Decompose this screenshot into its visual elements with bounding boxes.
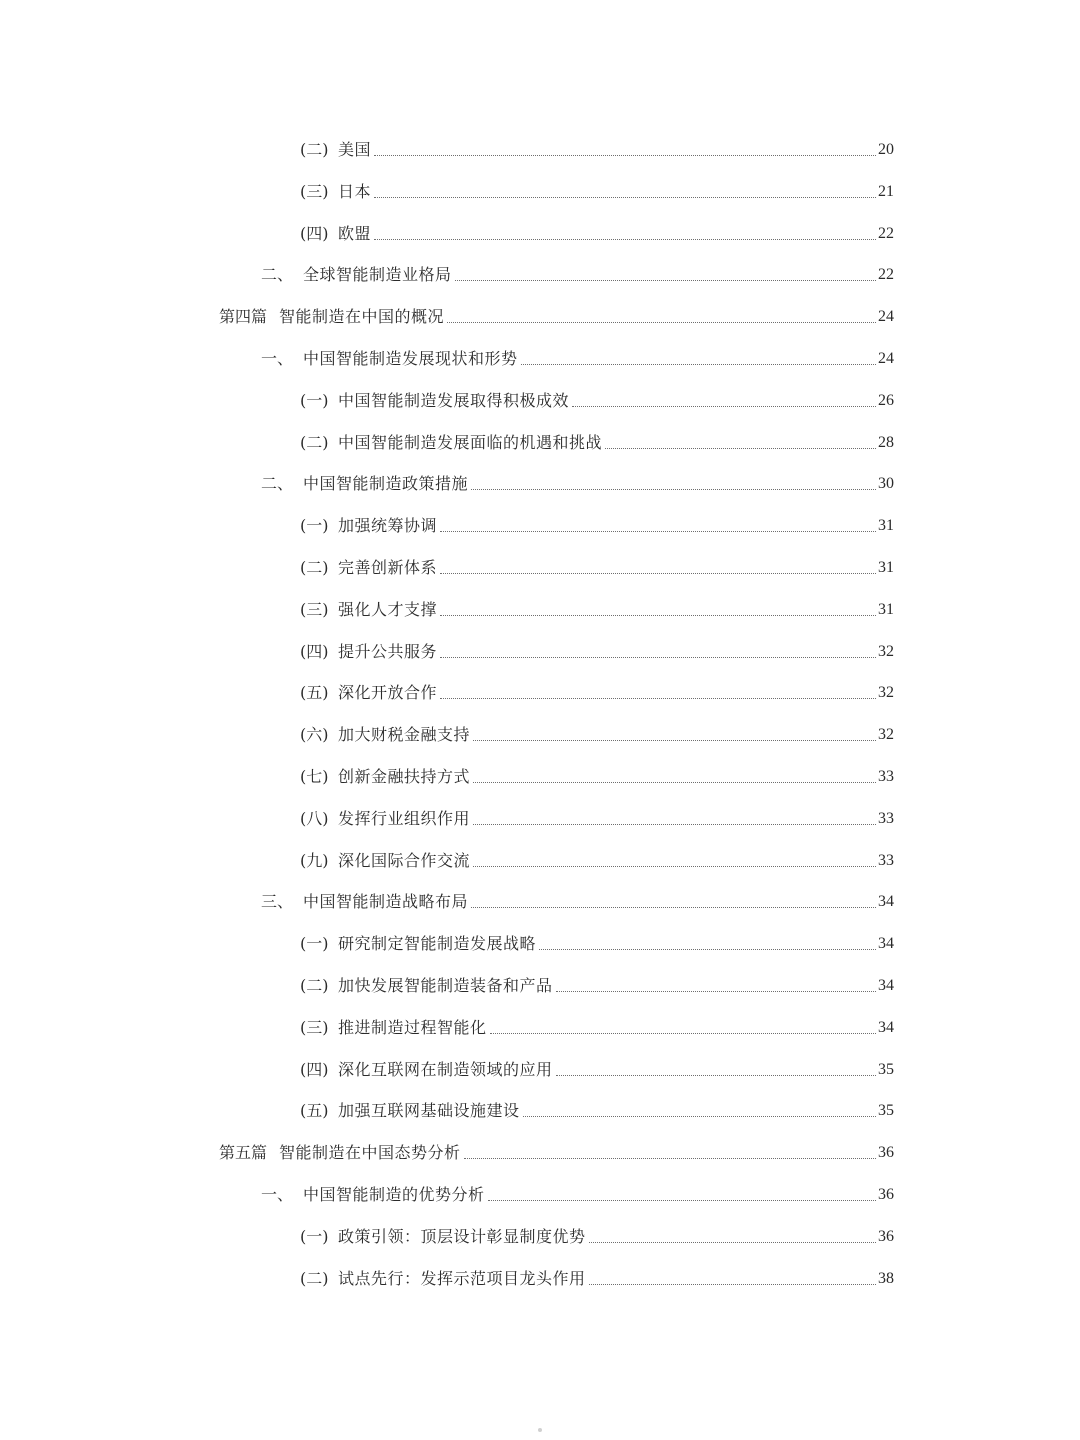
toc-entry-number: (六) xyxy=(300,725,329,745)
toc-entry-title: 中国智能制造战略布局 xyxy=(303,892,469,912)
toc-page-number: 20 xyxy=(878,141,894,158)
toc-subsection-entry[interactable] xyxy=(300,423,894,453)
toc-entry-number: 一、 xyxy=(261,1185,294,1204)
toc-page-number: 31 xyxy=(878,600,894,618)
toc-entry-title: 完善创新体系 xyxy=(338,558,438,577)
toc-dot-leader xyxy=(440,657,876,658)
toc-section-entry[interactable] xyxy=(261,1175,894,1205)
toc-entry-number: (五) xyxy=(300,683,329,703)
toc-entry-title: 美国 xyxy=(338,140,372,159)
toc-entry-title: 加强统筹协调 xyxy=(338,516,438,536)
toc-subsection-entry[interactable] xyxy=(300,506,894,536)
toc-entry-number: (一) xyxy=(300,934,329,954)
toc-page-number: 32 xyxy=(878,684,894,702)
toc-subsection-entry[interactable] xyxy=(300,966,894,996)
toc-subsection-entry[interactable] xyxy=(300,632,894,662)
toc-entry-title: 加强互联网基础设施建设 xyxy=(338,1101,520,1121)
toc-dot-leader xyxy=(521,364,876,365)
toc-dot-leader xyxy=(539,949,876,950)
toc-entry-number: (一) xyxy=(300,390,329,410)
toc-section-entry[interactable] xyxy=(261,339,894,369)
toc-subsection-entry[interactable] xyxy=(300,1091,894,1121)
toc-entry-title: 创新金融扶持方式 xyxy=(338,767,471,786)
page-footer-mark xyxy=(538,1428,542,1432)
toc-page-number: 24 xyxy=(878,308,894,326)
toc-subsection-entry[interactable] xyxy=(300,1217,894,1247)
toc-entry-title: 研究制定智能制造发展战略 xyxy=(338,934,537,954)
toc-dot-leader xyxy=(455,280,876,281)
toc-entry-title: 中国智能制造的优势分析 xyxy=(303,1185,485,1204)
toc-page-number: 34 xyxy=(878,1018,894,1036)
toc-entry-number: (七) xyxy=(300,767,329,786)
toc-entry-number: (四) xyxy=(300,1059,329,1079)
toc-entry-number: 第五篇 xyxy=(219,1143,268,1163)
toc-entry-number: (二) xyxy=(300,140,329,159)
toc-subsection-entry[interactable] xyxy=(300,757,894,787)
toc-dot-leader xyxy=(440,615,876,616)
toc-entry-title: 政策引领：顶层设计彰显制度优势 xyxy=(338,1226,586,1246)
toc-dot-leader xyxy=(473,782,876,783)
toc-subsection-entry[interactable] xyxy=(300,924,894,954)
toc-page-number: 32 xyxy=(878,726,894,744)
toc-subsection-entry[interactable] xyxy=(300,1050,894,1080)
toc-entry-number: (三) xyxy=(300,181,329,201)
toc-subsection-entry[interactable] xyxy=(300,1008,894,1038)
toc-entry-title: 深化国际合作交流 xyxy=(338,850,471,870)
toc-subsection-entry[interactable] xyxy=(300,214,894,244)
toc-page-number: 26 xyxy=(878,391,894,409)
toc-section-entry[interactable] xyxy=(261,882,894,912)
toc-page-number: 36 xyxy=(878,1227,894,1245)
toc-entry-title: 提升公共服务 xyxy=(338,641,438,661)
toc-subsection-entry[interactable] xyxy=(300,381,894,411)
toc-entry-number: (八) xyxy=(300,808,329,828)
toc-dot-leader xyxy=(440,698,876,699)
toc-entry-title: 加大财税金融支持 xyxy=(338,725,471,745)
toc-entry-number: 二、 xyxy=(261,265,294,285)
toc-entry-title: 智能制造在中国态势分析 xyxy=(279,1143,461,1163)
toc-page-number: 33 xyxy=(878,809,894,827)
toc-subsection-entry[interactable] xyxy=(300,172,894,202)
toc-dot-leader xyxy=(589,1284,876,1285)
toc-entry-title: 深化开放合作 xyxy=(338,683,438,703)
toc-entry-title: 推进制造过程智能化 xyxy=(338,1017,487,1037)
toc-page-number: 30 xyxy=(878,475,894,493)
toc-subsection-entry[interactable] xyxy=(300,715,894,745)
toc-dot-leader xyxy=(374,239,876,240)
toc-entry-title: 发挥行业组织作用 xyxy=(338,808,471,828)
toc-entry-number: (三) xyxy=(300,599,329,619)
toc-dot-leader xyxy=(490,1033,876,1034)
toc-page-number: 32 xyxy=(878,642,894,660)
toc-page-number: 36 xyxy=(878,1186,894,1203)
toc-page-number: 35 xyxy=(878,1102,894,1120)
toc-entry-title: 日本 xyxy=(338,181,372,201)
toc-part-entry[interactable] xyxy=(219,1133,894,1163)
toc-entry-number: 第四篇 xyxy=(219,307,268,327)
toc-subsection-entry[interactable] xyxy=(300,841,894,871)
toc-dot-leader xyxy=(589,1242,876,1243)
toc-dot-leader xyxy=(572,406,876,407)
toc-dot-leader xyxy=(523,1116,876,1117)
toc-page-number: 22 xyxy=(878,224,894,242)
toc-dot-leader xyxy=(473,866,876,867)
toc-entry-number: (四) xyxy=(300,223,329,243)
toc-entry-title: 全球智能制造业格局 xyxy=(303,265,452,285)
toc-page-number: 24 xyxy=(878,350,894,367)
toc-entry-number: (二) xyxy=(300,976,329,995)
toc-entry-title: 强化人才支撑 xyxy=(338,599,438,619)
toc-dot-leader xyxy=(556,1075,876,1076)
toc-entry-title: 欧盟 xyxy=(338,223,372,243)
toc-entry-number: (二) xyxy=(300,432,329,452)
toc-dot-leader xyxy=(464,1158,876,1159)
toc-page-number: 21 xyxy=(878,182,894,200)
toc-entry-title: 试点先行：发挥示范项目龙头作用 xyxy=(338,1268,586,1288)
toc-entry-number: (四) xyxy=(300,641,329,661)
toc-entry-number: 一、 xyxy=(261,349,294,368)
toc-entry-number: (二) xyxy=(300,558,329,577)
toc-page-number: 31 xyxy=(878,517,894,535)
toc-subsection-entry[interactable] xyxy=(300,1259,894,1289)
toc-page-number: 38 xyxy=(878,1269,894,1287)
toc-page-number: 34 xyxy=(878,977,894,994)
toc-entry-title: 深化互联网在制造领域的应用 xyxy=(338,1059,553,1079)
toc-dot-leader xyxy=(374,155,876,156)
toc-entry-number: (三) xyxy=(300,1017,329,1037)
toc-entry-number: (二) xyxy=(300,1268,329,1288)
toc-entry-title: 中国智能制造发展现状和形势 xyxy=(303,349,518,368)
toc-subsection-entry[interactable] xyxy=(300,130,894,160)
toc-entry-number: 二、 xyxy=(261,474,294,494)
toc-page-number: 33 xyxy=(878,851,894,869)
toc-page-number: 33 xyxy=(878,768,894,785)
toc-entry-title: 加快发展智能制造装备和产品 xyxy=(338,976,553,995)
toc-subsection-entry[interactable] xyxy=(300,673,894,703)
toc-dot-leader xyxy=(556,991,876,992)
toc-entry-title: 中国智能制造发展取得积极成效 xyxy=(338,390,570,410)
toc-page-number: 28 xyxy=(878,433,894,451)
toc-dot-leader xyxy=(440,573,876,574)
toc-page-number: 31 xyxy=(878,559,894,576)
toc-page-number: 35 xyxy=(878,1060,894,1078)
toc-subsection-entry[interactable] xyxy=(300,799,894,829)
toc-dot-leader xyxy=(471,907,876,908)
toc-dot-leader xyxy=(488,1200,876,1201)
toc-dot-leader xyxy=(374,197,876,198)
toc-page-number: 34 xyxy=(878,935,894,953)
toc-dot-leader xyxy=(440,531,876,532)
toc-subsection-entry[interactable] xyxy=(300,548,894,578)
toc-entry-title: 智能制造在中国的概况 xyxy=(279,307,445,327)
toc-subsection-entry[interactable] xyxy=(300,590,894,620)
toc-dot-leader xyxy=(473,824,876,825)
toc-page-number: 22 xyxy=(878,266,894,284)
toc-dot-leader xyxy=(473,740,876,741)
toc-section-entry[interactable] xyxy=(261,464,894,494)
toc-page-number: 36 xyxy=(878,1144,894,1162)
toc-entry-title: 中国智能制造发展面临的机遇和挑战 xyxy=(338,432,603,452)
toc-entry-number: (五) xyxy=(300,1101,329,1121)
toc-page-number: 34 xyxy=(878,893,894,911)
toc-dot-leader xyxy=(605,448,876,449)
toc-dot-leader xyxy=(471,489,876,490)
toc-entry-title: 中国智能制造政策措施 xyxy=(303,474,469,494)
toc-entry-number: 三、 xyxy=(261,892,294,912)
toc-part-entry[interactable] xyxy=(219,297,894,327)
toc-entry-number: (九) xyxy=(300,850,329,870)
toc-entry-number: (一) xyxy=(300,516,329,536)
toc-dot-leader xyxy=(447,322,876,323)
toc-section-entry[interactable] xyxy=(261,255,894,285)
toc-entry-number: (一) xyxy=(300,1226,329,1246)
